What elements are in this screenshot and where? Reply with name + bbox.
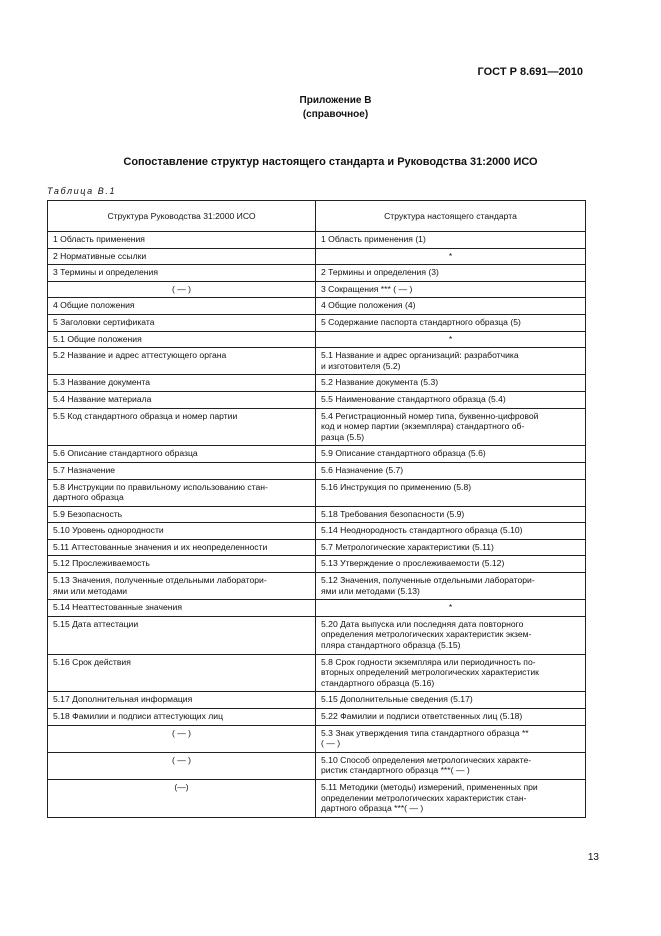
table-row bbox=[48, 348, 586, 375]
cell-standard-section: 5.18 Требования безопасности (5.9) bbox=[316, 506, 586, 523]
cell-iso-guide-section: 5.7 Назначение bbox=[48, 462, 316, 479]
table-header-row bbox=[48, 201, 586, 232]
cell-iso-guide-section: ( — ) bbox=[48, 725, 316, 752]
column-header-iso-guide: Структура Руководства 31:2000 ИСО bbox=[48, 201, 316, 232]
cell-standard-section: 5.10 Способ определения метрологических характе- ристик стандартного образца ***( — ) bbox=[316, 752, 586, 779]
table-row bbox=[48, 281, 586, 298]
table-row bbox=[48, 573, 586, 600]
document-code: ГОСТ Р 8.691—2010 bbox=[477, 66, 583, 78]
cell-standard-section: 5.15 Дополнительные сведения (5.17) bbox=[316, 692, 586, 709]
cell-iso-guide-section: 5.18 Фамилии и подписи аттестующих лиц bbox=[48, 709, 316, 726]
cell-standard-section: 5.11 Методики (методы) измерений, примененных при определении метрологических характеристик стан- дартного образца ***( — ) bbox=[316, 779, 586, 817]
cell-iso-guide-section: 5 Заголовки сертификата bbox=[48, 314, 316, 331]
cell-iso-guide-section: 5.11 Аттестованные значения и их неопределенности bbox=[48, 539, 316, 556]
cell-iso-guide-section: 2 Нормативные ссылки bbox=[48, 248, 316, 265]
cell-iso-guide-section: 1 Область применения bbox=[48, 232, 316, 249]
column-header-this-standard: Структура настоящего стандарта bbox=[316, 201, 586, 232]
cell-iso-guide-section: 5.17 Дополнительная информация bbox=[48, 692, 316, 709]
cell-iso-guide-section: ( — ) bbox=[48, 752, 316, 779]
cell-standard-section: 5.3 Знак утверждения типа стандартного образца ** ( — ) bbox=[316, 725, 586, 752]
cell-iso-guide-section: 5.3 Название документа bbox=[48, 375, 316, 392]
appendix-title: Приложение В bbox=[299, 95, 372, 106]
cell-standard-section: 5 Содержание паспорта стандартного образца (5) bbox=[316, 314, 586, 331]
cell-iso-guide-section: 5.9 Безопасность bbox=[48, 506, 316, 523]
table-row bbox=[48, 462, 586, 479]
section-heading-text: Сопоставление структур настоящего стандарта и Руководства 31:2000 ИСО bbox=[123, 156, 538, 168]
cell-standard-section: * bbox=[316, 600, 586, 617]
table-row bbox=[48, 248, 586, 265]
appendix-subtitle: (справочное) bbox=[302, 109, 369, 120]
table-body bbox=[48, 232, 586, 818]
cell-iso-guide-section: 4 Общие положения bbox=[48, 298, 316, 315]
table-row bbox=[48, 709, 586, 726]
cell-standard-section: 5.7 Метрологические характеристики (5.11) bbox=[316, 539, 586, 556]
table-row bbox=[48, 556, 586, 573]
cell-standard-section: 2 Термины и определения (3) bbox=[316, 265, 586, 282]
section-heading bbox=[0, 156, 661, 168]
cell-iso-guide-section: 5.16 Срок действия bbox=[48, 654, 316, 692]
table-row bbox=[48, 692, 586, 709]
table-row bbox=[48, 779, 586, 817]
table-row bbox=[48, 506, 586, 523]
cell-iso-guide-section: 3 Термины и определения bbox=[48, 265, 316, 282]
cell-iso-guide-section: 5.13 Значения, полученные отдельными лаборатори- ями или методами bbox=[48, 573, 316, 600]
cell-standard-section: 5.9 Описание стандартного образца (5.6) bbox=[316, 446, 586, 463]
cell-iso-guide-section: 5.2 Название и адрес аттестующего органа bbox=[48, 348, 316, 375]
cell-iso-guide-section: 5.15 Дата аттестации bbox=[48, 616, 316, 654]
cell-standard-section: 5.14 Неоднородность стандартного образца (5.10) bbox=[316, 523, 586, 540]
cell-standard-section: 5.13 Утверждение о прослеживаемости (5.12) bbox=[316, 556, 586, 573]
cell-standard-section: * bbox=[316, 331, 586, 348]
table-row bbox=[48, 298, 586, 315]
table-row bbox=[48, 616, 586, 654]
cell-iso-guide-section: 5.5 Код стандартного образца и номер партии bbox=[48, 408, 316, 446]
appendix-label bbox=[0, 94, 661, 122]
cell-iso-guide-section: 5.12 Прослеживаемость bbox=[48, 556, 316, 573]
table-row bbox=[48, 232, 586, 249]
table-row bbox=[48, 539, 586, 556]
table-row bbox=[48, 523, 586, 540]
cell-iso-guide-section: 5.4 Название материала bbox=[48, 391, 316, 408]
cell-iso-guide-section: 5.8 Инструкции по правильному использованию стан- дартного образца bbox=[48, 479, 316, 506]
cell-standard-section: 5.12 Значения, полученные отдельными лаборатори- ями или методами (5.13) bbox=[316, 573, 586, 600]
table-row bbox=[48, 600, 586, 617]
cell-standard-section: 5.20 Дата выпуска или последняя дата повторного определения метрологических характеристик экзем- пляра стандартного образца (5.15) bbox=[316, 616, 586, 654]
cell-iso-guide-section: 5.1 Общие положения bbox=[48, 331, 316, 348]
table-caption: Таблица В.1 bbox=[47, 186, 117, 196]
cell-standard-section: 5.8 Срок годности экземпляра или периодичность по- вторных определений метрологических характеристик стандартного образца (5.16) bbox=[316, 654, 586, 692]
cell-iso-guide-section: ( — ) bbox=[48, 281, 316, 298]
cell-standard-section: 1 Область применения (1) bbox=[316, 232, 586, 249]
table-row bbox=[48, 446, 586, 463]
comparison-table bbox=[47, 200, 586, 818]
table-row bbox=[48, 408, 586, 446]
cell-standard-section: 5.1 Название и адрес организаций: разработчика и изготовителя (5.2) bbox=[316, 348, 586, 375]
cell-iso-guide-section: (—) bbox=[48, 779, 316, 817]
cell-standard-section: * bbox=[316, 248, 586, 265]
table-row bbox=[48, 479, 586, 506]
table-row bbox=[48, 725, 586, 752]
table-row bbox=[48, 314, 586, 331]
cell-iso-guide-section: 5.14 Неаттестованные значения bbox=[48, 600, 316, 617]
cell-iso-guide-section: 5.6 Описание стандартного образца bbox=[48, 446, 316, 463]
table-row bbox=[48, 391, 586, 408]
cell-standard-section: 5.2 Название документа (5.3) bbox=[316, 375, 586, 392]
table-row bbox=[48, 375, 586, 392]
cell-standard-section: 4 Общие положения (4) bbox=[316, 298, 586, 315]
cell-standard-section: 3 Сокращения *** ( — ) bbox=[316, 281, 586, 298]
cell-standard-section: 5.5 Наименование стандартного образца (5.4) bbox=[316, 391, 586, 408]
cell-standard-section: 5.6 Назначение (5.7) bbox=[316, 462, 586, 479]
table-row bbox=[48, 331, 586, 348]
cell-iso-guide-section: 5.10 Уровень однородности bbox=[48, 523, 316, 540]
cell-standard-section: 5.22 Фамилии и подписи ответственных лиц (5.18) bbox=[316, 709, 586, 726]
page-number: 13 bbox=[587, 852, 599, 863]
table-row bbox=[48, 752, 586, 779]
table-row bbox=[48, 265, 586, 282]
table-row bbox=[48, 654, 586, 692]
cell-standard-section: 5.16 Инструкция по применению (5.8) bbox=[316, 479, 586, 506]
cell-standard-section: 5.4 Регистрационный номер типа, буквенно-цифровой код и номер партии (экземпляра) стандартного об- разца (5.5) bbox=[316, 408, 586, 446]
